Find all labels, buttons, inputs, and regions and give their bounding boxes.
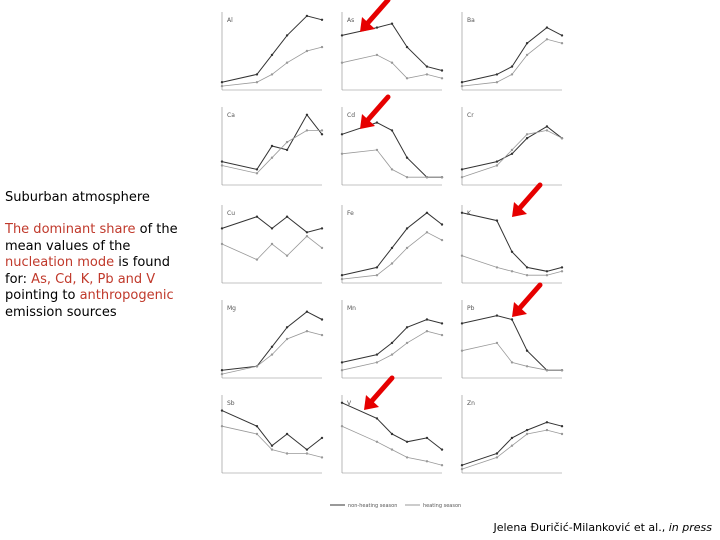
panel-label: Zn (467, 400, 475, 407)
panel-background (341, 9, 443, 95)
data-point (256, 433, 258, 435)
data-point (321, 227, 323, 229)
data-point (511, 361, 513, 363)
panel-label: Pb (467, 305, 475, 312)
panel-label: Cd (347, 112, 355, 119)
data-point (461, 255, 463, 257)
panel-label: Al (227, 17, 233, 24)
data-point (306, 311, 308, 313)
panel-label: Fe (347, 210, 354, 217)
data-point (441, 334, 443, 336)
citation-status: in press (668, 521, 712, 534)
data-point (511, 251, 513, 253)
data-point (461, 212, 463, 214)
data-point (406, 456, 408, 458)
data-point (306, 330, 308, 332)
panel-background (221, 392, 323, 478)
data-point (286, 34, 288, 36)
data-point (406, 441, 408, 443)
data-point (221, 85, 223, 87)
panel-background (221, 297, 323, 383)
data-point (321, 437, 323, 439)
panel-label: As (347, 17, 355, 24)
data-point (391, 129, 393, 131)
data-point (496, 314, 498, 316)
data-point (376, 26, 378, 28)
desc-text: emission sources (5, 304, 117, 320)
data-point (441, 223, 443, 225)
data-point (376, 149, 378, 151)
data-point (321, 456, 323, 458)
data-point (526, 350, 528, 352)
data-point (526, 274, 528, 276)
panel-label: V (347, 400, 352, 407)
data-point (256, 425, 258, 427)
data-point (271, 353, 273, 355)
data-point (286, 452, 288, 454)
panel-cu (221, 202, 323, 288)
desc-text: is found for: (5, 255, 171, 287)
data-point (271, 448, 273, 450)
data-point (376, 361, 378, 363)
panel-cd (341, 97, 443, 190)
desc-highlight: anthropogenic (79, 288, 174, 303)
panel-label: Mn (347, 305, 356, 312)
data-point (391, 62, 393, 64)
panel-label: Sb (227, 400, 235, 407)
data-point (376, 266, 378, 268)
data-point (286, 141, 288, 143)
data-point (306, 15, 308, 17)
data-point (461, 176, 463, 178)
data-point (496, 342, 498, 344)
data-point (286, 433, 288, 435)
data-point (546, 270, 548, 272)
data-point (286, 326, 288, 328)
data-point (391, 342, 393, 344)
data-point (376, 441, 378, 443)
data-point (376, 353, 378, 355)
data-point (321, 247, 323, 249)
data-point (526, 54, 528, 56)
data-point (546, 125, 548, 127)
data-point (391, 23, 393, 25)
panel-ba (461, 9, 563, 95)
data-point (256, 168, 258, 170)
data-point (526, 429, 528, 431)
panel-background (341, 297, 443, 383)
data-point (321, 133, 323, 135)
data-point (426, 176, 428, 178)
data-point (561, 369, 563, 371)
data-point (391, 433, 393, 435)
panel-cr (461, 104, 563, 190)
panel-zn (461, 392, 563, 478)
panel-mn (341, 297, 443, 383)
data-point (391, 448, 393, 450)
data-point (221, 227, 223, 229)
data-point (441, 239, 443, 241)
data-point (561, 270, 563, 272)
legend-label: heating season (423, 503, 462, 509)
data-point (321, 318, 323, 320)
panel-background (221, 9, 323, 95)
data-point (256, 73, 258, 75)
panel-fe (341, 202, 443, 288)
data-point (511, 149, 513, 151)
data-point (306, 114, 308, 116)
data-point (221, 160, 223, 162)
data-point (341, 34, 343, 36)
data-point (341, 361, 343, 363)
data-point (426, 212, 428, 214)
data-point (391, 247, 393, 249)
panel-sb (221, 392, 323, 478)
panel-label: Cu (227, 210, 235, 217)
data-point (321, 129, 323, 131)
data-point (426, 73, 428, 75)
data-point (341, 62, 343, 64)
data-point (406, 247, 408, 249)
data-point (391, 353, 393, 355)
data-point (511, 445, 513, 447)
data-point (441, 77, 443, 79)
data-point (341, 402, 343, 404)
data-point (256, 216, 258, 218)
data-point (341, 278, 343, 280)
data-point (286, 149, 288, 151)
data-point (426, 437, 428, 439)
citation-author: Jelena Đuričić-Milanković et al., (493, 521, 669, 534)
data-point (461, 168, 463, 170)
data-point (341, 153, 343, 155)
panel-as (341, 0, 443, 95)
data-point (406, 342, 408, 344)
data-point (496, 164, 498, 166)
panel-ca (221, 104, 323, 190)
data-point (286, 255, 288, 257)
data-point (426, 460, 428, 462)
data-point (376, 54, 378, 56)
data-point (306, 50, 308, 52)
data-point (511, 65, 513, 67)
data-point (271, 243, 273, 245)
data-point (306, 448, 308, 450)
data-point (271, 145, 273, 147)
data-point (441, 464, 443, 466)
data-point (321, 19, 323, 21)
data-point (546, 38, 548, 40)
data-point (561, 433, 563, 435)
data-point (526, 365, 528, 367)
data-point (546, 274, 548, 276)
data-point (496, 266, 498, 268)
data-point (306, 129, 308, 131)
data-point (321, 334, 323, 336)
data-point (511, 153, 513, 155)
data-point (546, 129, 548, 131)
panel-label: K (467, 210, 471, 217)
data-point (306, 231, 308, 233)
data-point (461, 81, 463, 83)
data-point (441, 448, 443, 450)
data-point (441, 322, 443, 324)
data-point (341, 133, 343, 135)
data-point (406, 227, 408, 229)
data-point (561, 42, 563, 44)
data-point (221, 243, 223, 245)
data-point (496, 456, 498, 458)
data-point (221, 425, 223, 427)
data-point (496, 452, 498, 454)
legend-label: non-heating season (348, 503, 398, 509)
data-point (221, 81, 223, 83)
data-point (526, 433, 528, 435)
data-point (221, 369, 223, 371)
data-point (271, 157, 273, 159)
data-point (461, 85, 463, 87)
data-point (461, 468, 463, 470)
desc-highlight: The dominant share (5, 222, 136, 237)
data-point (286, 62, 288, 64)
citation (493, 521, 712, 534)
data-point (286, 216, 288, 218)
desc-highlight: As, Cd, K, Pb and V (31, 271, 156, 287)
data-point (271, 445, 273, 447)
data-point (376, 274, 378, 276)
desc-text: pointing to (5, 288, 80, 303)
panel-background (341, 202, 443, 288)
data-point (286, 338, 288, 340)
data-point (426, 231, 428, 233)
data-point (406, 176, 408, 178)
data-point (406, 77, 408, 79)
data-point (511, 437, 513, 439)
data-point (376, 417, 378, 419)
data-point (461, 350, 463, 352)
panel-background (461, 9, 563, 95)
data-point (496, 160, 498, 162)
panel-label: Mg (227, 305, 236, 312)
data-point (221, 164, 223, 166)
data-point (561, 34, 563, 36)
data-point (441, 69, 443, 71)
panel-background (461, 392, 563, 478)
data-point (426, 65, 428, 67)
data-point (461, 322, 463, 324)
panel-label: Ca (227, 112, 235, 119)
data-point (511, 73, 513, 75)
data-point (256, 81, 258, 83)
data-point (546, 369, 548, 371)
data-point (561, 137, 563, 139)
data-point (461, 464, 463, 466)
data-point (496, 219, 498, 221)
panel-label: Ba (467, 17, 475, 24)
data-point (426, 330, 428, 332)
data-point (441, 176, 443, 178)
data-point (271, 54, 273, 56)
panel-v (341, 378, 443, 478)
data-point (546, 421, 548, 423)
data-point (341, 369, 343, 371)
desc-highlight: nucleation mode (5, 255, 115, 270)
panel-al (221, 9, 323, 95)
data-point (391, 262, 393, 264)
panel-pb (461, 285, 563, 383)
data-point (496, 81, 498, 83)
legend (330, 503, 461, 509)
data-point (561, 425, 563, 427)
data-point (321, 46, 323, 48)
data-point (341, 274, 343, 276)
data-point (526, 133, 528, 135)
panel-label: Cr (467, 112, 474, 119)
data-point (406, 157, 408, 159)
data-point (391, 168, 393, 170)
data-point (306, 235, 308, 237)
desc-text: of the mean values of the (5, 222, 178, 254)
data-point (376, 121, 378, 123)
panel-background (461, 104, 563, 190)
data-point (221, 373, 223, 375)
panel-k (461, 185, 563, 288)
data-point (526, 266, 528, 268)
data-point (526, 42, 528, 44)
data-point (256, 258, 258, 260)
data-point (271, 227, 273, 229)
data-point (511, 270, 513, 272)
data-point (426, 318, 428, 320)
data-point (561, 266, 563, 268)
panel-mg (221, 297, 323, 383)
data-point (406, 46, 408, 48)
data-point (341, 425, 343, 427)
data-point (271, 73, 273, 75)
data-point (526, 137, 528, 139)
data-point (546, 26, 548, 28)
section-heading: Suburban atmosphere (5, 190, 150, 205)
data-point (221, 409, 223, 411)
data-point (406, 326, 408, 328)
data-point (256, 172, 258, 174)
data-point (511, 318, 513, 320)
data-point (546, 429, 548, 431)
data-point (496, 73, 498, 75)
data-point (271, 346, 273, 348)
data-point (256, 365, 258, 367)
data-point (306, 452, 308, 454)
